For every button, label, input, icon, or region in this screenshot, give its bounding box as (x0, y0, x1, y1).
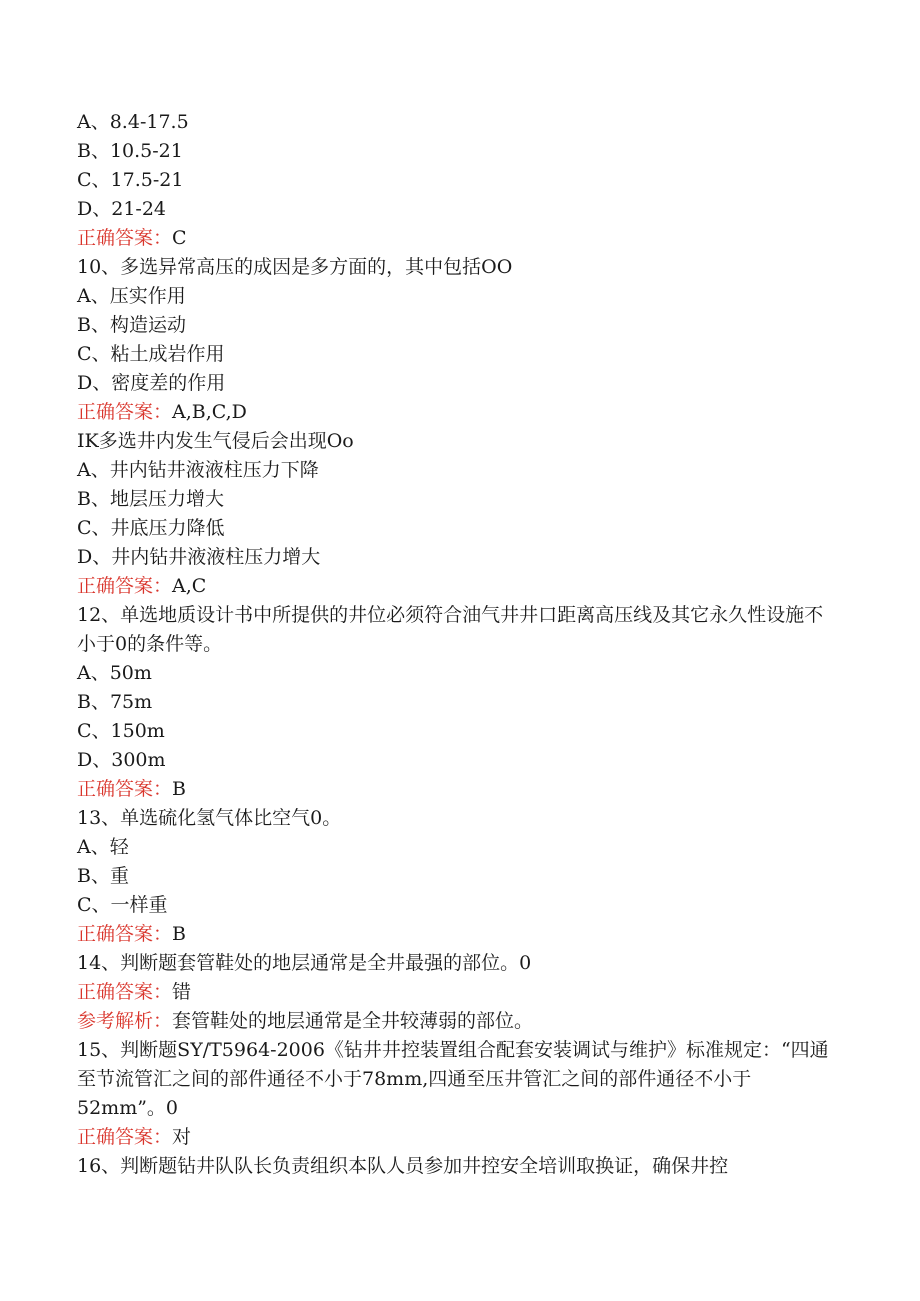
q10-answer (77, 398, 837, 427)
q11-question: IK多选井内发生气侵后会出现Oo (77, 430, 354, 452)
q13-option-b: B、重 (77, 865, 129, 887)
q10-option-b: B、构造运动 (77, 314, 186, 336)
q14-answer (77, 978, 837, 1007)
q10-question: 10、多选异常高压的成因是多方面的，其中包括OO (77, 256, 513, 278)
q12-option-d: D、300m (77, 749, 166, 771)
q13-option-a: A、轻 (77, 836, 129, 858)
q10-answer-label: 正确答案： (77, 401, 173, 423)
q15-answer-value: 对 (172, 1126, 192, 1148)
q12-answer (77, 775, 837, 804)
q13-question: 13、单选硫化氢气体比空气0。 (77, 807, 342, 829)
q11-option-d: D、井内钻井液液柱压力增大 (77, 546, 321, 568)
document-page (77, 108, 837, 1181)
q9-option-a: A、8.4-17.5 (77, 111, 189, 133)
q12-option-b: B、75m (77, 691, 153, 713)
q11-answer (77, 572, 837, 601)
q14-analysis (77, 1007, 837, 1036)
q12-answer-label: 正确答案： (77, 778, 173, 800)
q9-option-c: C、17.5-21 (77, 169, 184, 191)
q9-option-d: D、21-24 (77, 198, 167, 220)
q10-option-a: A、压实作用 (77, 285, 186, 307)
q15-answer (77, 1123, 837, 1152)
q12-option-c: C、150m (77, 720, 165, 742)
q11-option-b: B、地层压力增大 (77, 488, 224, 510)
q14-answer-label: 正确答案： (77, 981, 173, 1003)
q12-option-a: A、50m (77, 662, 152, 684)
q10-answer-value: A,B,C,D (172, 401, 247, 423)
q14-answer-value: 错 (172, 981, 192, 1003)
q13-answer-label: 正确答案： (77, 923, 173, 945)
q9-answer-value: C (172, 227, 187, 249)
q14-analysis-value: 套管鞋处的地层通常是全井较薄弱的部位。 (172, 1010, 534, 1032)
q13-option-c: C、一样重 (77, 894, 168, 916)
q11-option-c: C、井底压力降低 (77, 517, 225, 539)
q14-analysis-label: 参考解析： (77, 1010, 173, 1032)
q13-answer-value: B (172, 923, 186, 945)
q15-question: 15、判断题SY/T5964-2006《钻井井控装置组合配套安装调试与维护》标准规定：“四通至节流管汇之间的部件通径不小于78mm,四通至压井管汇之间的部件通径不小于52mm”。0 (77, 1039, 829, 1119)
q10-option-c: C、粘土成岩作用 (77, 343, 225, 365)
q11-answer-label: 正确答案： (77, 575, 173, 597)
q11-answer-value: A,C (172, 575, 207, 597)
q9-answer (77, 224, 837, 253)
q12-question: 12、单选地质设计书中所提供的井位必须符合油气井井口距离高压线及其它永久性设施不小于0的条件等。 (77, 604, 824, 655)
q9-answer-label: 正确答案： (77, 227, 173, 249)
q12-answer-value: B (172, 778, 186, 800)
q16-question: 16、判断题钻井队队长负责组织本队人员参加井控安全培训取换证，确保井控 (77, 1155, 729, 1177)
q10-option-d: D、密度差的作用 (77, 372, 226, 394)
q9-option-b: B、10.5-21 (77, 140, 183, 162)
q11-option-a: A、井内钻井液液柱压力下降 (77, 459, 319, 481)
q14-question: 14、判断题套管鞋处的地层通常是全井最强的部位。0 (77, 952, 532, 974)
q13-answer (77, 920, 837, 949)
q15-answer-label: 正确答案： (77, 1126, 173, 1148)
